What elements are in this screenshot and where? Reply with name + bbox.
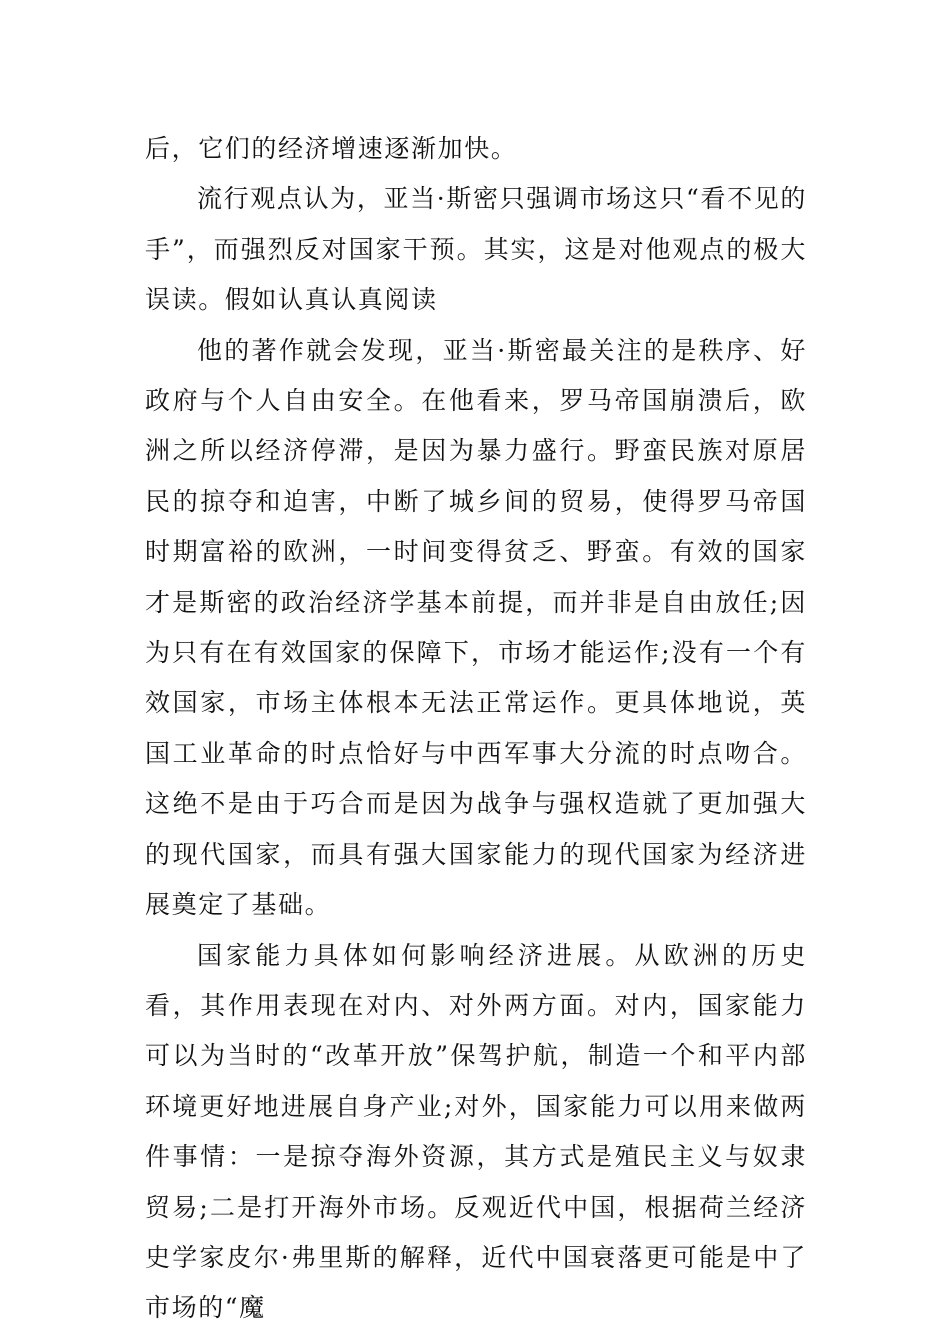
document-body xyxy=(145,124,807,1334)
paragraph-popular-view: 流行观点认为，亚当·斯密只强调市场这只“看不见的手”，而强烈反对国家干预。其实，这是对他观点的极大误读。假如认真认真阅读 xyxy=(145,184,807,315)
paragraph-state-capacity: 国家能力具体如何影响经济进展。从欧洲的历史看，其作用表现在对内、对外两方面。对内，国家能力可以为当时的“改革开放”保驾护航，制造一个和平内部环境更好地进展自身产业;对外，国家能力可以用来做两件事情：一是掠夺海外资源，其方式是殖民主义与奴隶贸易;二是打开海外市场。反观近代中国，根据荷兰经济史学家皮尔·弗里斯的解释，近代中国衰落更可能是中了市场的“魔 xyxy=(145,940,807,1323)
paragraph-continuation: 后，它们的经济增速逐渐加快。 xyxy=(145,134,518,163)
paragraph-smith-order: 他的著作就会发现，亚当·斯密最关注的是秩序、好政府与个人自由安全。在他看来，罗马帝国崩溃后，欧洲之所以经济停滞，是因为暴力盛行。野蛮民族对原居民的掠夺和迫害，中断了城乡间的贸易，使得罗马帝国时期富裕的欧洲，一时间变得贫乏、野蛮。有效的国家才是斯密的政治经济学基本前提，而并非是自由放任;因为只有在有效国家的保障下，市场才能运作;没有一个有效国家，市场主体根本无法正常运作。更具体地说，英国工业革命的时点恰好与中西军事大分流的时点吻合。这绝不是由于巧合而是因为战争与强权造就了更加强大的现代国家，而具有强大国家能力的现代国家为经济进展奠定了基础。 xyxy=(145,335,807,920)
